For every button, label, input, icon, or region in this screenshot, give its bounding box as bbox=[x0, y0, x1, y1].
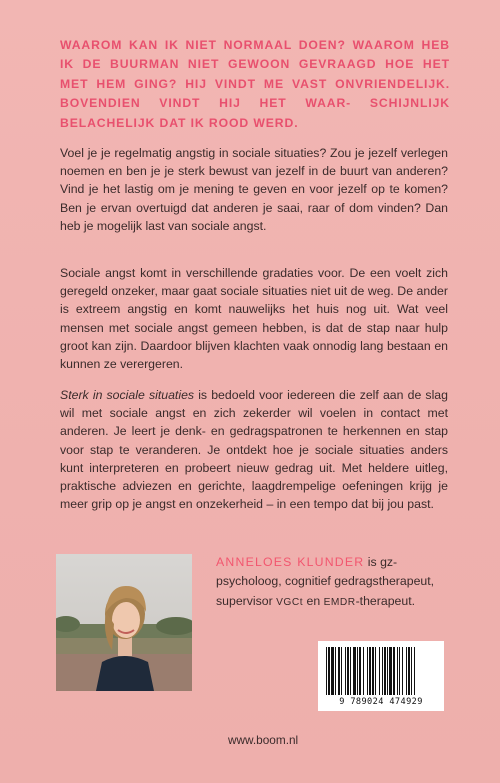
barcode-bar bbox=[375, 647, 376, 695]
barcode-bars bbox=[326, 647, 436, 695]
author-bio bbox=[216, 553, 456, 612]
barcode-bar bbox=[367, 647, 368, 695]
barcode-bar bbox=[406, 647, 407, 695]
barcode-bar bbox=[357, 647, 358, 695]
barcode-bar bbox=[389, 647, 392, 695]
blurb-paragraph-3-text: is bedoeld voor iedereen die zelf aan de slag wil met sociale angst en zich zekerder wil voelen in contact met anderen. Je leert je denk- en gedragspatronen te herkennen en stap voor stap te veranderen. Je ontdekt hoe je sociale situaties anders kunt interpreteren en probeert nieuw gedrag uit. Met heldere uitleg, praktische adviezen en gerichte, laagdrempelige oefeningen krijg je meer grip op je angst en onzekerheid – in een tempo dat bij jou past. bbox=[60, 388, 448, 512]
barcode-bar bbox=[359, 647, 361, 695]
barcode-bar bbox=[411, 647, 412, 695]
barcode-bar bbox=[397, 647, 398, 695]
barcode-bar bbox=[353, 647, 356, 695]
barcode-bar bbox=[369, 647, 371, 695]
barcode-bar bbox=[402, 647, 403, 695]
blurb-paragraph-3 bbox=[60, 386, 448, 513]
book-title: Sterk in sociale situaties bbox=[60, 388, 195, 402]
author-bio-text-3: -therapeut. bbox=[355, 593, 416, 608]
isbn-barcode bbox=[318, 641, 444, 711]
barcode-bar bbox=[372, 647, 374, 695]
barcode-bar bbox=[326, 647, 327, 695]
publisher-website: www.boom.nl bbox=[228, 733, 299, 747]
author-bio-text-1: is gz-psycholoog, cognitief gedragstherapeut, supervisor bbox=[216, 555, 435, 608]
blurb-paragraph-2: Sociale angst komt in verschillende gradaties voor. De een voelt zich geregeld onzeker, maar gaat sociale situaties niet uit de weg. De ander is extreem angstig en komt nauwelijks het huis nog uit. Wat veel mensen met sociale angst gemeen hebben, is dat de stap naar hulp groot kan zijn. Daardoor blijven klachten vaak onnodig lang bestaan en kunnen ze verergeren. bbox=[60, 266, 448, 372]
isbn-number: 9 789024 474929 bbox=[339, 697, 423, 707]
blurb-paragraph-1: Voel je je regelmatig angstig in sociale situaties? Zou je jezelf verlegen noemen en ben je je sterk bewust van jezelf in de buurt van anderen? Vind je het lastig om je mening te geven en voor jezelf op te komen? Ben je ervan overtuigd dat anderen je saai, raar of dom vinden? Dan heb je mogelijk last van sociale angst. bbox=[60, 146, 448, 233]
cover-teaser-quote: WAAROM KAN IK NIET NORMAAL DOEN? WAAROM HEB IK DE BUURMAN NIET GEWOON GEVRAAGD HOE HET MET HEM GING? HIJ VINDT ME VAST ONVRIENDELIJK. BOVENDIEN VINDT HIJ HET WAAR- SCHIJNLIJK BELACHELIJK DAT IK ROOD WERD. bbox=[60, 38, 450, 130]
barcode-bar bbox=[350, 647, 351, 695]
barcode-bar bbox=[408, 647, 410, 695]
barcode-bar bbox=[384, 647, 386, 695]
author-photo bbox=[56, 554, 192, 691]
barcode-bar bbox=[328, 647, 330, 695]
author-photo-image bbox=[56, 554, 192, 691]
barcode-bar bbox=[382, 647, 383, 695]
barcode-bar bbox=[363, 647, 364, 695]
author-name: ANNELOES KLUNDER bbox=[216, 555, 365, 569]
barcode-bar bbox=[393, 647, 395, 695]
barcode-bar bbox=[345, 647, 346, 695]
barcode-bar bbox=[347, 647, 349, 695]
barcode-bar bbox=[387, 647, 388, 695]
barcode-bar bbox=[414, 647, 415, 695]
barcode-bar bbox=[331, 647, 334, 695]
barcode-bar bbox=[399, 647, 400, 695]
barcode-bar bbox=[379, 647, 380, 695]
author-bio-org-1: VGCt bbox=[276, 596, 304, 608]
barcode-bar bbox=[341, 647, 342, 695]
barcode-bar bbox=[338, 647, 340, 695]
author-bio-text-2: en bbox=[303, 593, 324, 608]
barcode-bar bbox=[335, 647, 336, 695]
author-bio-org-2: EMDR bbox=[323, 596, 356, 608]
